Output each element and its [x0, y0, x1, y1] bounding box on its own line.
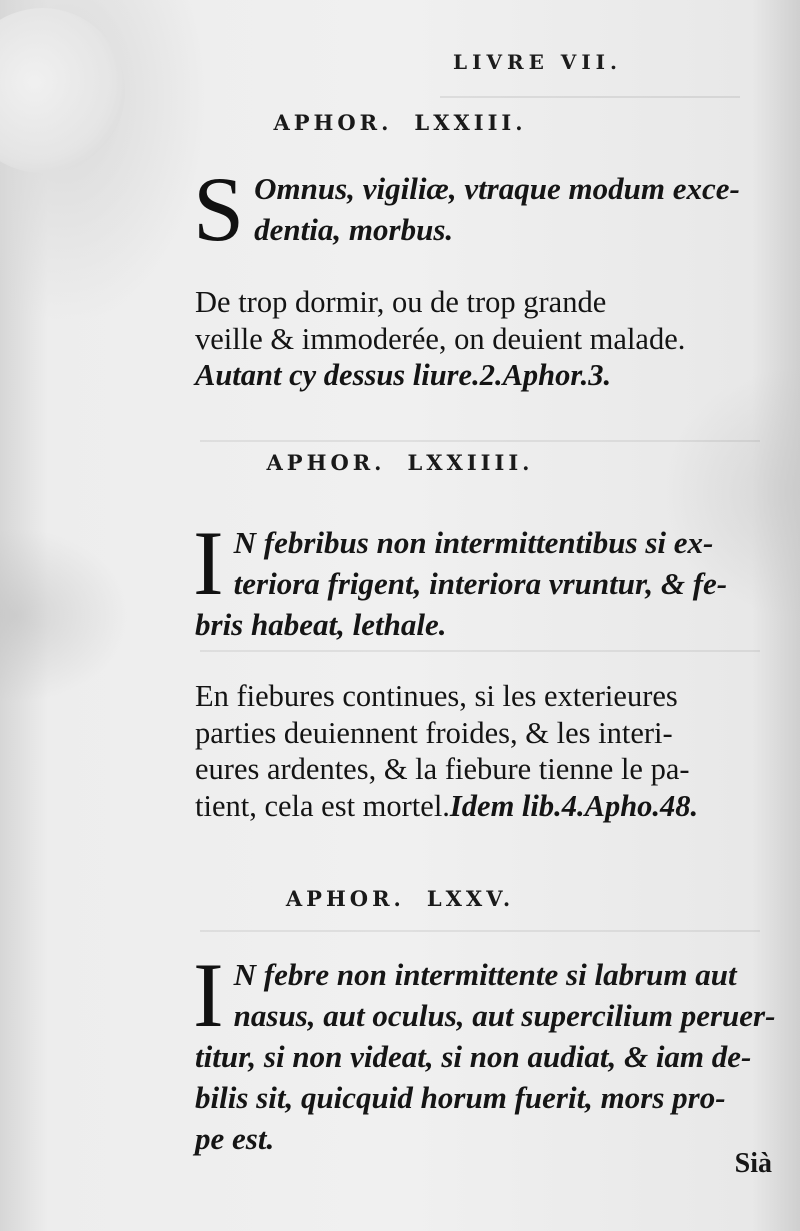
french-line: eures ardentes, & la fiebure tienne le pa- — [195, 752, 690, 786]
french-line: parties deuiennent froides, & les interi- — [195, 715, 673, 750]
latin-text — [193, 944, 776, 1159]
bleed-through-2 — [200, 440, 760, 450]
latin-line: bris habeat, lethale. — [195, 607, 447, 642]
drop-cap: I — [193, 512, 224, 614]
latin-text — [193, 158, 765, 260]
citation: Autant cy dessus liure.2.Aphor.3. — [195, 358, 612, 392]
bleed-through-4 — [200, 930, 760, 940]
french-line-text: tient, cela est mortel. — [195, 788, 450, 823]
latin-line: nasus, aut oculus, aut supercilium peruer- — [233, 998, 776, 1033]
latin-line: dentia, morbus. — [254, 212, 454, 247]
aphorism-number: LXXV. — [426, 886, 515, 911]
latin-line: pe est. — [195, 1121, 275, 1156]
french-translation — [195, 678, 770, 824]
aphorism-number: LXXIIII. — [407, 450, 534, 475]
latin-line: N febribus non intermittentibus si ex- — [233, 525, 714, 560]
aphorism-label: APHOR. — [266, 450, 386, 475]
bleed-through-1 — [440, 96, 740, 106]
latin-line: titur, si non videat, si non audiat, & iam de- — [195, 1039, 752, 1074]
bleed-through-3 — [200, 650, 760, 660]
latin-text — [193, 512, 765, 645]
latin-line: teriora frigent, interiora vruntur, & fe- — [233, 566, 728, 601]
french-translation — [195, 284, 770, 394]
latin-line: Omnus, vigiliæ, vtraque modum exce- — [254, 171, 740, 206]
french-line: En fiebures continues, si les exterieures — [195, 679, 678, 713]
aphorism-heading — [0, 886, 800, 911]
citation: Idem lib.4.Apho.48. — [449, 788, 699, 823]
drop-cap: S — [193, 158, 245, 260]
running-head: LIVRE VII. — [453, 50, 622, 74]
french-line: veille & immoderée, on deuient malade. — [195, 321, 686, 356]
latin-line: N febre non intermittente si labrum aut — [233, 957, 737, 992]
drop-cap: I — [193, 944, 224, 1046]
aphorism-heading — [0, 110, 800, 135]
french-line-last — [195, 788, 770, 825]
french-line: De trop dormir, ou de trop grande — [195, 285, 607, 319]
aphorism-number: LXXIII. — [414, 110, 527, 135]
water-stain — [0, 8, 125, 173]
aphorism-label: APHOR. — [273, 110, 393, 135]
aphorism-heading — [0, 450, 800, 475]
catchword: Sià — [734, 1148, 772, 1179]
latin-line: bilis sit, quicquid horum fuerit, mors pro- — [195, 1080, 726, 1115]
aphorism-label: APHOR. — [285, 886, 405, 911]
